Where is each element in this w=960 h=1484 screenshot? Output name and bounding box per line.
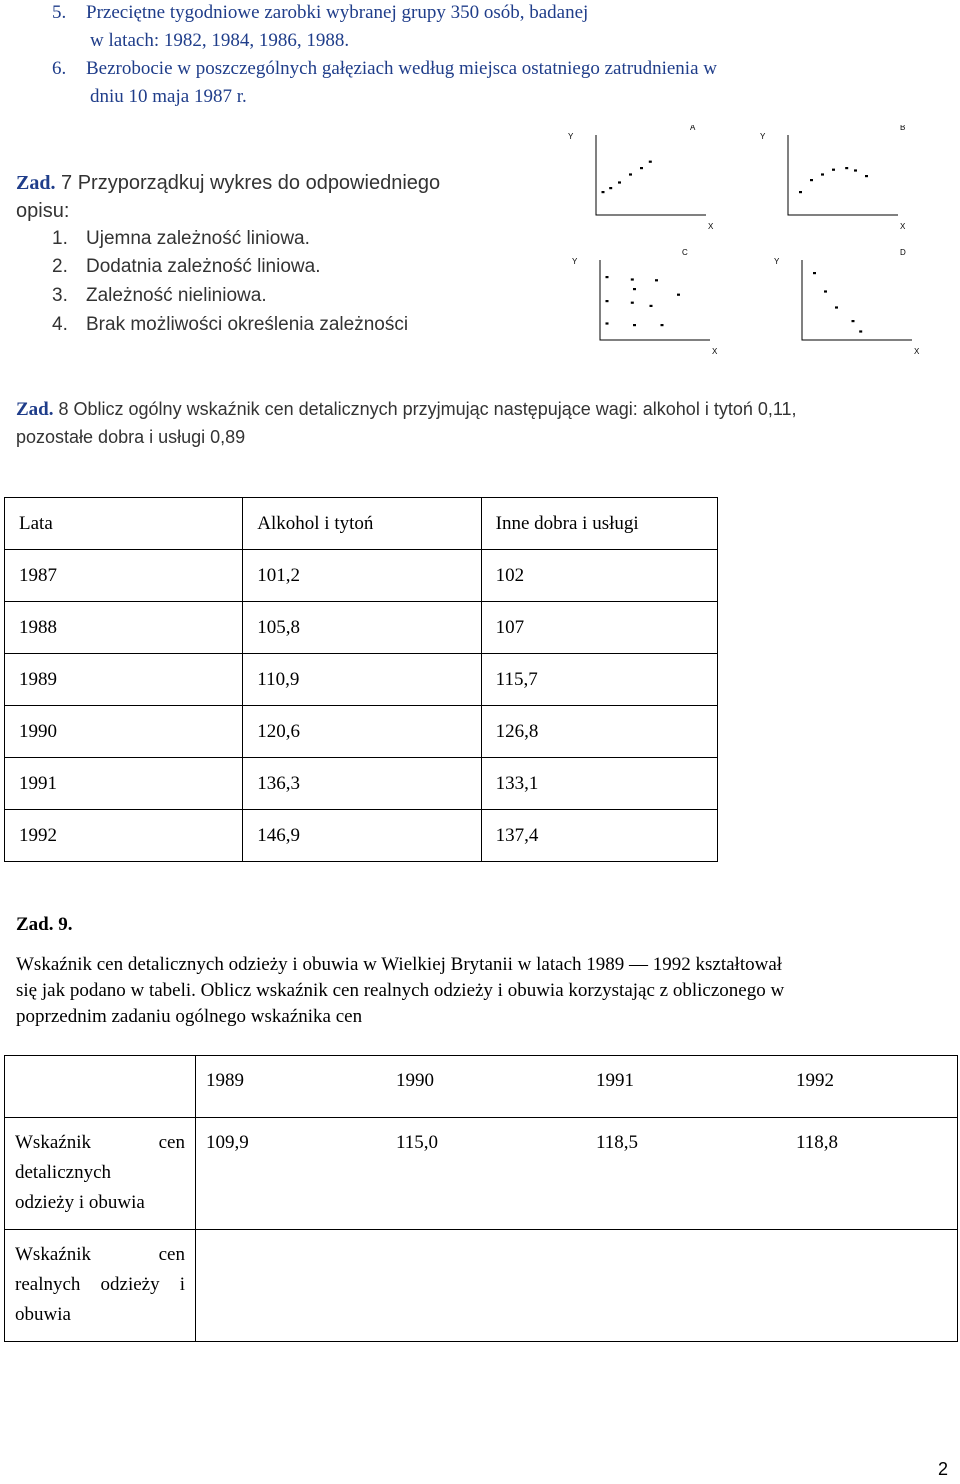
header-cell: Alkohol i tytoń: [243, 498, 481, 550]
scatter-point: [633, 324, 636, 326]
list-number: 3.: [52, 285, 68, 306]
zad9-paragraph-line: Wskaźnik cen detalicznych odzieży i obuwia w Wielkiej Brytanii w latach 1989 — 1992 kształtował: [16, 954, 783, 975]
task-label: Zad. 9.: [16, 914, 73, 935]
table-cell: 102: [481, 550, 717, 602]
table-header-row: [5, 498, 718, 550]
list-item-6-cont: dniu 10 maja 1987 r.: [90, 86, 247, 107]
y-axis-label: Y: [572, 257, 578, 266]
y-axis-label: Y: [760, 132, 766, 141]
clothing-price-table: [4, 1055, 958, 1342]
scatter-point: [852, 320, 855, 322]
list-text: Bezrobocie w poszczególnych gałęziach według miejsca ostatniego zatrudnienia w: [86, 58, 717, 79]
year-header: 1990: [386, 1056, 586, 1118]
scatter-point: [606, 322, 609, 324]
table-cell-empty: [196, 1230, 387, 1342]
zad8-heading: [16, 398, 797, 421]
zad7-heading: [16, 172, 440, 194]
plot-axes: [600, 260, 710, 340]
scatter-point: [845, 167, 848, 169]
table-row: [5, 654, 718, 706]
table-cell: 110,9: [243, 654, 481, 706]
label-line: realnych odzieży i: [15, 1274, 185, 1295]
table-cell: 115,0: [386, 1118, 586, 1230]
table-cell: 146,9: [243, 810, 481, 862]
table-cell: 136,3: [243, 758, 481, 810]
scatter-point: [655, 279, 658, 281]
label-line: Wskaźnik cen: [15, 1244, 185, 1265]
y-axis-label: Y: [774, 257, 780, 266]
table-row: [5, 1230, 958, 1342]
row-label-detail-index: [5, 1118, 196, 1230]
table-cell: 1991: [5, 758, 243, 810]
task-text: 8 Oblicz ogólny wskaźnik cen detalicznych przyjmując następujące wagi: alkohol i tytoń 0,11,: [53, 399, 797, 419]
x-axis-label: X: [708, 222, 714, 231]
table-cell: 109,9: [196, 1118, 387, 1230]
list-item-5: [52, 2, 588, 24]
task-text: 7 Przyporządkuj wykres do odpowiedniego: [55, 172, 441, 194]
scatter-plot-d: [774, 248, 920, 356]
list-item-6: [52, 58, 717, 80]
year-header: 1991: [586, 1056, 786, 1118]
row-label-real-index: [5, 1230, 196, 1342]
y-axis-label: Y: [568, 132, 574, 141]
scatter-point: [609, 187, 612, 189]
scatter-plot-b: [760, 125, 906, 231]
x-axis-label: X: [712, 347, 718, 356]
scatter-point: [854, 169, 857, 171]
plot-letter: D: [900, 248, 906, 257]
x-axis-label: X: [900, 222, 906, 231]
header-cell: Inne dobra i usługi: [481, 498, 717, 550]
table-cell: 1992: [5, 810, 243, 862]
table-cell: 115,7: [481, 654, 717, 706]
scatter-point: [606, 276, 609, 278]
zad9-paragraph-line: się jak podano w tabeli. Oblicz wskaźnik cen realnych odzieży i obuwia korzystając z obliczonego w: [16, 980, 785, 1001]
scatter-point: [824, 290, 827, 292]
zad9-paragraph-line: poprzednim zadaniu ogólnego wskaźnika cen: [16, 1006, 363, 1027]
zad9-heading: [16, 914, 73, 936]
scatter-point: [799, 191, 802, 193]
zad7-text-cont: opisu:: [16, 200, 70, 222]
scatter-point: [832, 169, 835, 171]
scatter-point: [650, 305, 653, 307]
label-line: obuwia: [15, 1304, 71, 1325]
table-cell: 1990: [5, 706, 243, 758]
label-line: odzieży i obuwia: [15, 1192, 145, 1213]
scatter-point: [631, 302, 634, 304]
table-cell-empty: [786, 1230, 958, 1342]
scatter-plots-figure: [560, 125, 940, 360]
table-cell: 1989: [5, 654, 243, 706]
table-cell-empty: [586, 1230, 786, 1342]
table-row: [5, 550, 718, 602]
table-row: [5, 706, 718, 758]
scatter-point: [606, 300, 609, 302]
table-cell: 118,8: [786, 1118, 958, 1230]
scatter-point: [631, 278, 634, 280]
plot-axes: [596, 135, 706, 215]
list-text: Dodatnia zależność liniowa.: [86, 256, 321, 277]
scatter-point: [810, 179, 813, 181]
list-item-5-cont: w latach: 1982, 1984, 1986, 1988.: [90, 30, 350, 51]
table-cell: 133,1: [481, 758, 717, 810]
list-text: Zależność nieliniowa.: [86, 285, 267, 306]
scatter-point: [602, 191, 605, 193]
table-row: [5, 602, 718, 654]
label-line: Wskaźnik cen: [15, 1132, 185, 1153]
table-cell: 107: [481, 602, 717, 654]
scatter-point: [661, 324, 664, 326]
label-line: detalicznych: [15, 1162, 112, 1183]
year-header: 1989: [196, 1056, 387, 1118]
list-number: 4.: [52, 314, 68, 335]
zad8-text-cont: pozostałe dobra i usługi 0,89: [16, 427, 246, 447]
table-cell-empty: [5, 1056, 196, 1118]
page-number: 2: [937, 1459, 948, 1479]
scatter-plot-a: [568, 125, 714, 231]
scatter-point: [633, 288, 636, 290]
scatter-point: [649, 161, 652, 163]
table-header-row: [5, 1056, 958, 1118]
table-cell: 118,5: [586, 1118, 786, 1230]
x-axis-label: X: [914, 347, 920, 356]
scatter-point: [813, 272, 816, 274]
plot-letter: B: [900, 125, 906, 132]
plot-letter: A: [690, 125, 696, 132]
plot-axes: [802, 260, 912, 340]
table-cell: 101,2: [243, 550, 481, 602]
table-cell: 126,8: [481, 706, 717, 758]
table-cell: 1988: [5, 602, 243, 654]
scatter-plot-c: [572, 248, 718, 356]
list-text: Brak możliwości określenia zależności: [86, 314, 409, 335]
task-label: Zad.: [16, 172, 56, 194]
scatter-point: [835, 306, 838, 308]
list-number: 1.: [52, 228, 68, 249]
table-cell-empty: [386, 1230, 586, 1342]
scatter-point: [859, 330, 862, 332]
table-row: [5, 758, 718, 810]
table-row: [5, 1118, 958, 1230]
header-cell: Lata: [5, 498, 243, 550]
list-number: 2.: [52, 256, 68, 277]
zad7-item-3: [52, 285, 267, 307]
table-cell: 137,4: [481, 810, 717, 862]
table-cell: 120,6: [243, 706, 481, 758]
zad7-item-1: [52, 228, 310, 250]
list-number: 6.: [52, 58, 67, 79]
table-cell: 105,8: [243, 602, 481, 654]
scatter-point: [865, 175, 868, 177]
scatter-point: [640, 167, 643, 169]
scatter-point: [821, 173, 824, 175]
table-row: [5, 810, 718, 862]
scatter-point: [618, 181, 621, 183]
zad7-item-2: [52, 256, 320, 278]
task-label: Zad.: [16, 399, 54, 420]
list-text: Przeciętne tygodniowe zarobki wybranej grupy 350 osób, badanej: [86, 2, 589, 23]
plot-letter: C: [682, 248, 688, 257]
list-text: Ujemna zależność liniowa.: [86, 228, 310, 249]
list-number: 5.: [52, 2, 67, 23]
table-cell: 1987: [5, 550, 243, 602]
zad7-item-4: [52, 314, 408, 336]
scatter-point: [629, 173, 632, 175]
price-index-table: [4, 497, 718, 862]
year-header: 1992: [786, 1056, 958, 1118]
plot-axes: [788, 135, 898, 215]
scatter-point: [677, 294, 680, 296]
